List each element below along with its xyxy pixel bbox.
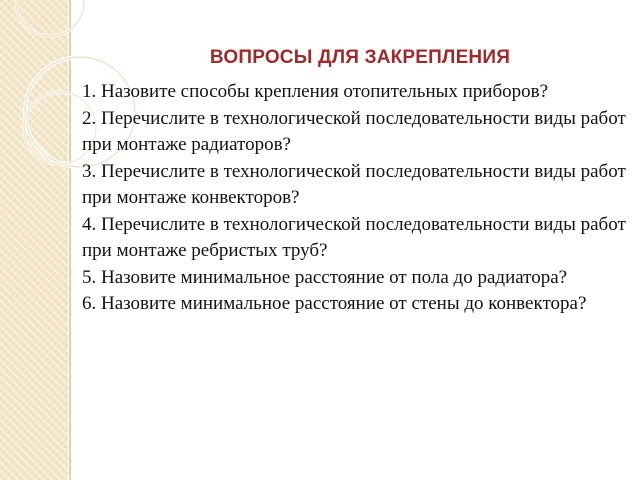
side-divider-line bbox=[69, 0, 71, 480]
decorative-side-band bbox=[0, 0, 68, 480]
question-item-4: 4. Перечислите в технологической последовательности виды работ при монтаже ребристых труб? bbox=[82, 213, 626, 261]
question-list bbox=[82, 79, 634, 318]
question-item-2: 2. Перечислите в технологической последовательности виды работ при монтаже радиаторов? bbox=[82, 107, 626, 155]
question-item-5: 5. Назовите минимальное расстояние от пола до радиатора? bbox=[82, 266, 568, 288]
question-item-1: 1. Назовите способы крепления отопительных приборов? bbox=[82, 81, 549, 102]
question-item-6: 6. Назовите минимальное расстояние от стены до конвектора? bbox=[82, 293, 587, 314]
slide-title: ВОПРОСЫ ДЛЯ ЗАКРЕПЛЕНИЯ bbox=[209, 47, 511, 68]
question-item-3: 3. Перечислите в технологической последовательности виды работ при монтаже конвекторов? bbox=[82, 160, 626, 208]
